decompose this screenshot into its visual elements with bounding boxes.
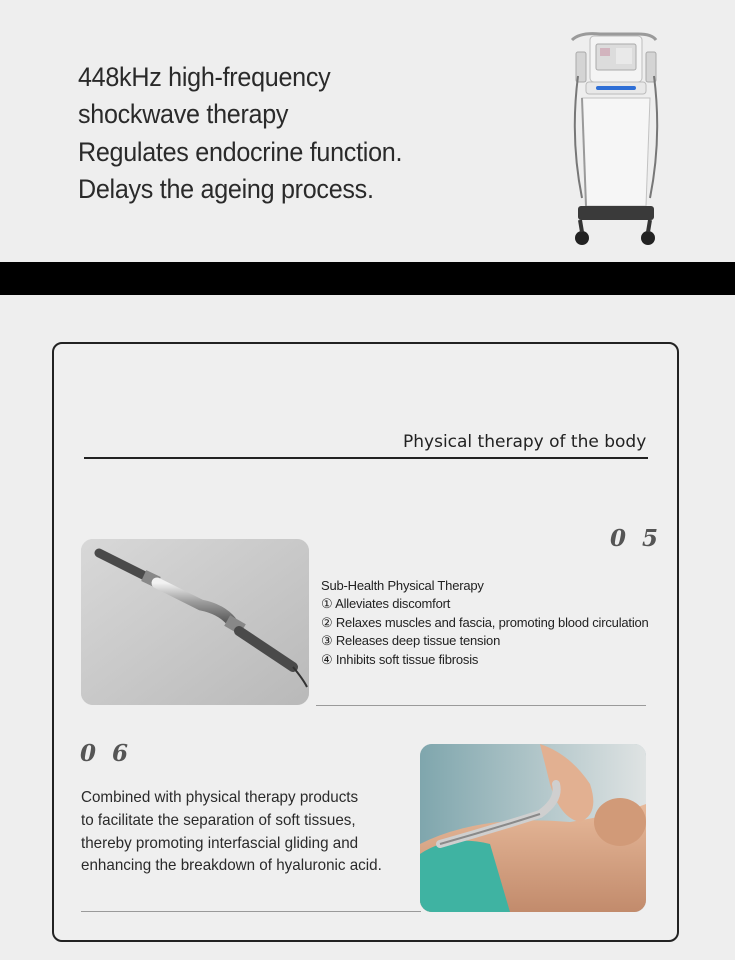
item06-line-3: thereby promoting interfascial gliding and	[81, 835, 359, 852]
item05-point-1: ① Alleviates discomfort	[321, 596, 451, 611]
item05-divider	[316, 705, 646, 706]
item-number-05: 0 5	[610, 525, 663, 552]
item05-point-4: ④ Inhibits soft tissue fibrosis	[321, 652, 479, 667]
item06-line-2: to facilitate the separation of soft tissues,	[81, 812, 356, 829]
item05-point-3: ③ Releases deep tissue tension	[321, 633, 501, 648]
black-divider-band	[0, 262, 735, 295]
item-number-06: 0 6	[80, 740, 133, 767]
hero-line-2: shockwave therapy	[78, 99, 289, 129]
item06-line-1: Combined with physical therapy products	[81, 789, 359, 806]
therapy-device-image	[560, 18, 670, 254]
hero-line-1: 448kHz high-frequency	[78, 62, 331, 92]
massage-bar-image	[81, 539, 309, 705]
item05-point-2: ② Relaxes muscles and fascia, promoting blood circulation	[321, 615, 649, 630]
back-treatment-photo	[420, 744, 646, 912]
title-underline	[84, 457, 648, 459]
treatment-scene-image	[420, 744, 646, 912]
item05-heading: Sub-Health Physical Therapy	[321, 578, 484, 593]
section-title: Physical therapy of the body	[403, 432, 647, 452]
massage-tool-photo	[81, 539, 309, 705]
hero-line-3: Regulates endocrine function.	[78, 137, 403, 167]
hero-line-4: Delays the ageing process.	[78, 174, 374, 204]
item06-line-4: enhancing the breakdown of hyaluronic acid.	[81, 857, 382, 874]
hero-section	[0, 0, 735, 262]
item06-divider	[81, 911, 421, 912]
